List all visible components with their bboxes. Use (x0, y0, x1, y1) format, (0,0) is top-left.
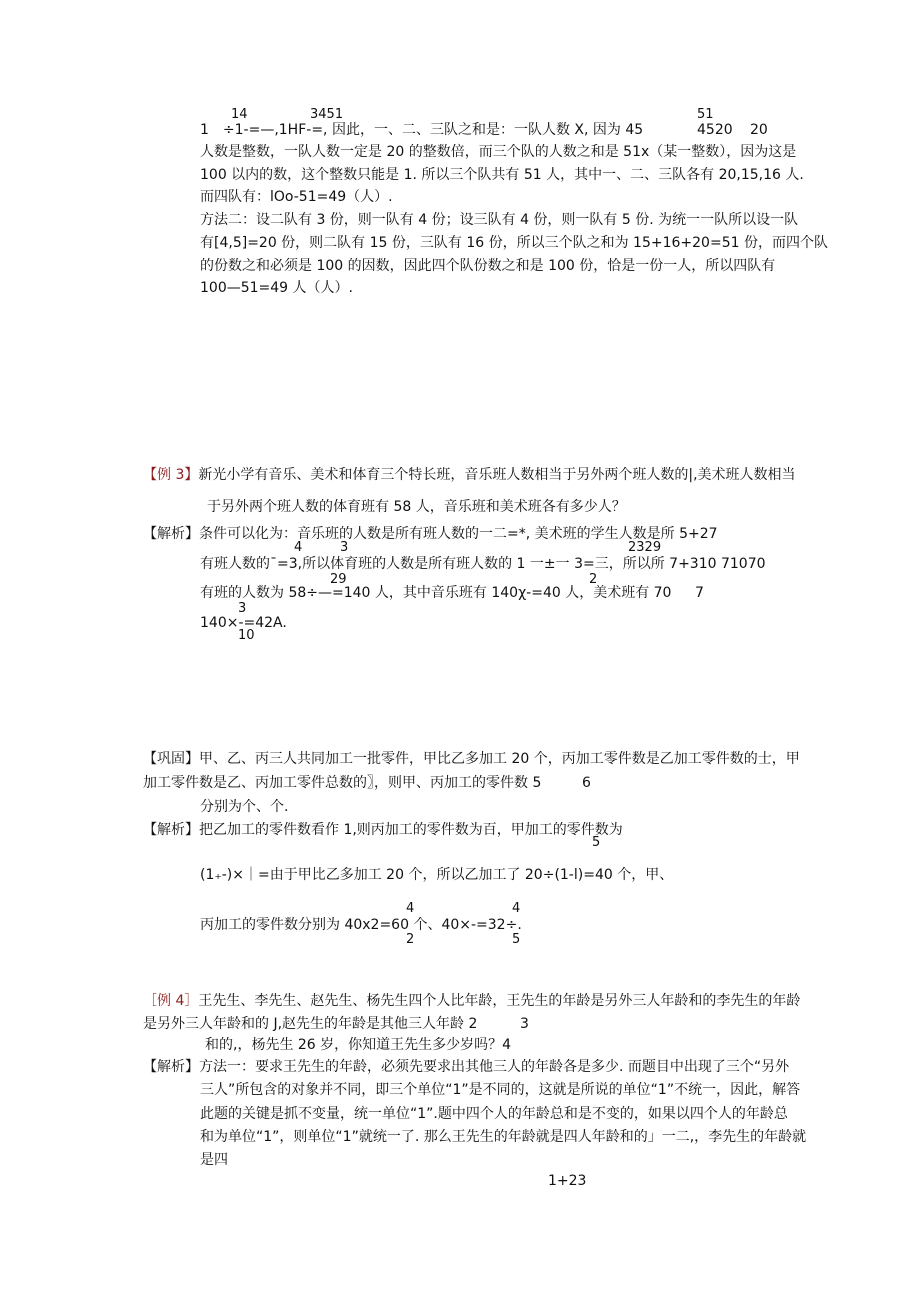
question-number: 3 (520, 1016, 529, 1032)
fraction-denominator: 5 (592, 835, 601, 850)
consolidate-question-line: 分别为个、个. (200, 799, 289, 815)
solution-line: 有[4,5]=20 份，则二队有 15 份，三队有 16 份，所以三个队之和为 15+16+20=51 份，而四个队 (200, 235, 828, 251)
example4-question-line (143, 992, 800, 1010)
consolidate-question-line: 加工零件数是乙、丙加工零件总数的〗，则甲、丙加工的零件数 5 (143, 775, 542, 791)
question-text: 甲、乙、丙三人共同加工一批零件，甲比乙多加工 20 个，丙加工零件数是乙加工零件数的士，甲 (199, 751, 800, 767)
analysis-tag: 【解析】 (143, 526, 199, 542)
fraction-numerator: 14 (231, 107, 248, 122)
analysis-line: 和为单位“1”，则单位“1”就统一了. 那么王先生的年龄就是四人年龄和的」一二,，李先生的年龄就 (200, 1129, 807, 1145)
fraction-numerator: 4 (294, 540, 303, 555)
fraction-numerator: 4 (512, 901, 521, 916)
analysis-text: 方法一：要求王先生的年龄，必须先要求出其他三人的年龄各是多少. 而题目中出现了三个“另外 (199, 1059, 790, 1075)
question-text: 王先生、李先生、赵先生、杨先生四个人比年龄，王先生的年龄是另外三人年龄和的李先生的年龄 (198, 993, 801, 1009)
analysis-number: 7 (695, 585, 704, 601)
fraction-denominator: 2 (406, 932, 415, 947)
solution-line: 1 ÷1-=—,1HF-=, 因此，一、二、三队之和是：一队人数 X, 因为 45 (200, 122, 644, 138)
fraction-numerator: 2329 (628, 540, 662, 555)
fraction-numerator: 4 (406, 901, 415, 916)
example3-question-line: 于另外两个班人数的体育班有 58 人，音乐班和美术班各有多少人？ (207, 499, 626, 515)
analysis-line: 是四 (200, 1152, 228, 1168)
question-text: 新光小学有音乐、美术和体育三个特长班，音乐班人数相当于另外两个班人数的|,美术班人数相当 (198, 467, 796, 483)
analysis-line: 丙加工的零件数分别为 40x2=60 个、40×-=32÷. (200, 917, 522, 933)
example-tag: 【例 3】 (143, 467, 199, 483)
solution-line: 100—51=49 人（人）. (200, 280, 353, 296)
analysis-number: 1+23 (548, 1173, 587, 1189)
fraction-numerator: 3451 (310, 107, 344, 122)
fraction-numerator: 2 (589, 572, 598, 587)
fraction-numerator: 3 (340, 540, 349, 555)
analysis-line: 140×-=42A. (200, 615, 287, 631)
fraction-denominator: 5 (512, 932, 521, 947)
solution-number: 20 (750, 122, 768, 138)
fraction-numerator: 51 (697, 107, 714, 122)
solution-line: 的份数之和必须是 100 的因数，因此四个队份数之和是 100 份，恰是一份一人，所以四队有 (200, 258, 776, 274)
solution-line: 100 以内的数，这个整数只能是 1. 所以三个队共有 51 人，其中一、二、三队各有 20,15,16 人. (200, 167, 804, 183)
solution-line: 而四队有：lOo-51=49（人）. (200, 189, 393, 205)
fraction-numerator: 3 (238, 601, 247, 616)
analysis-tag: 【解析】 (143, 1059, 199, 1075)
example4-question-line: 是另外三人年龄和的 J,赵先生的年龄是其他三人年龄 2 (143, 1016, 478, 1032)
analysis-tag: 【解析】 (143, 822, 199, 838)
consolidate-analysis-line (143, 821, 623, 839)
fraction-numerator: 29 (330, 572, 347, 587)
solution-number: 4520 (697, 122, 733, 138)
analysis-line: 三人”所包含的对象并不同，即三个单位“1”是不同的，这就是所说的单位“1”不统一，因此，解答 (200, 1082, 801, 1098)
analysis-line: 有班人数的ˉ=3,所以体育班的人数是所有班人数的 1 一±一 3=三，所以所 7+310 71070 (200, 556, 766, 572)
analysis-line: 此题的关键是抓不变量，统一单位“1”.题中四个人的年龄总和是不变的，如果以四个人的年龄总 (200, 1106, 788, 1122)
question-number: 6 (582, 775, 591, 791)
consolidate-tag: 【巩固】 (143, 751, 199, 767)
example-tag: ［例 4］ (143, 993, 199, 1009)
solution-line: 人数是整数，一队人数一定是 20 的整数倍，而三个队的人数之和是 51x（某一整数），因为这是 (200, 144, 797, 160)
example3-question-line (143, 466, 796, 484)
consolidate-question-line (143, 750, 800, 768)
analysis-text: 把乙加工的零件数看作 1,则丙加工的零件数为百，甲加工的零件数为 (199, 822, 623, 838)
analysis-line: 有班的人数为 58÷—=140 人，其中音乐班有 140χ-=40 人，美术班有 70 (200, 585, 672, 601)
example4-analysis-line (143, 1058, 789, 1076)
analysis-line: (1₊-)×｜=由于甲比乙多加工 20 个，所以乙加工了 20÷(1-l)=40 个，甲、 (200, 867, 674, 883)
solution-line: 方法二：设二队有 3 份，则一队有 4 份；设三队有 4 份，则一队有 5 份. 为统一一队所以设一队 (200, 212, 799, 228)
example4-question-line: 和的,，杨先生 26 岁，你知道王先生多少岁吗？4 (205, 1037, 512, 1053)
analysis-text: 条件可以化为：音乐班的人数是所有班人数的一二=*, 美术班的学生人数是所 5+27 (199, 526, 718, 542)
fraction-denominator: 10 (238, 628, 255, 643)
